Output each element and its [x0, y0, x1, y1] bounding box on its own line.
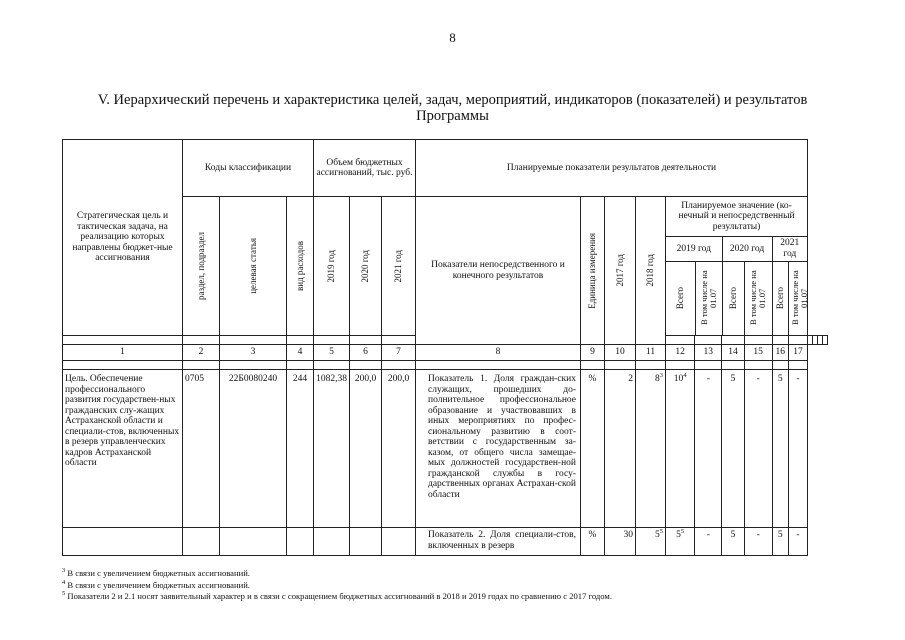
- c2019-total-value: 10: [673, 374, 684, 384]
- header-2020-total: [722, 261, 744, 335]
- col-num: 17: [788, 345, 807, 361]
- header-goal: Стратегическая цель и тактическая задача, на реализацию которых направлены бюджет-ные ассигнования: [63, 140, 183, 336]
- footnote-ref: 3: [659, 371, 663, 379]
- unit-cell: %: [581, 528, 605, 556]
- header-2020-incl-text: В том числе на 01.07: [748, 270, 768, 326]
- table-row: [63, 370, 828, 528]
- section-cell: 0705: [183, 370, 220, 528]
- header-codes: Коды классификации: [183, 140, 314, 197]
- expense-cell: 244: [287, 370, 314, 528]
- v2021-cell: [382, 528, 416, 556]
- col-num: 16: [772, 345, 788, 361]
- title-line-2: Программы: [416, 108, 489, 124]
- goal-cell: [63, 528, 183, 556]
- col-num: 9: [581, 345, 605, 361]
- c2017-cell: 2: [605, 370, 636, 528]
- header-expense-type-text: вид расходов: [294, 241, 305, 291]
- header-2020-text: 2020 год: [360, 249, 370, 283]
- c2019-total-value: 5: [676, 530, 681, 540]
- col-num: 5: [314, 345, 350, 361]
- c2017-cell: 30: [605, 528, 636, 556]
- header-2019-total-text: Всего: [674, 287, 685, 310]
- col-num: 10: [605, 345, 636, 361]
- program-table: [62, 139, 828, 556]
- header-2019-incl-text: В том числе на 01.07: [698, 270, 718, 326]
- title-line-1: V. Иерархический перечень и характеристика целей, задач, мероприятий, индикаторов (показателей) и результатов: [97, 92, 808, 108]
- header-2021-total-text: Всего: [774, 287, 785, 310]
- header-expense-type: [287, 197, 314, 336]
- header-row-1: [63, 140, 828, 197]
- header-2021-total: [772, 261, 788, 335]
- footnote-4: [62, 580, 612, 592]
- col-num: 4: [287, 345, 314, 361]
- col-num: 8: [416, 345, 581, 361]
- footnote-text: В связи с увеличением бюджетных ассигнований.: [65, 568, 250, 578]
- table-row: [63, 528, 828, 556]
- c2021-total-cell: 5: [772, 370, 788, 528]
- footnote-ref: 5: [680, 527, 685, 535]
- header-2019: [314, 197, 350, 336]
- c2021-incl-cell: -: [788, 370, 807, 528]
- header-2018: [636, 197, 666, 345]
- col-num: 11: [636, 345, 666, 361]
- c2018-cell: [636, 370, 666, 528]
- c2018-cell: [636, 528, 666, 556]
- header-unit-text: Единица измерения: [587, 232, 597, 309]
- c2019-total-cell: [666, 528, 695, 556]
- v2019-cell: [314, 528, 350, 556]
- col-num: 15: [744, 345, 772, 361]
- header-planned-results: Планируемые показатели результатов деятельности: [416, 140, 808, 197]
- indicator-cell: Показатель 2. Доля специали-стов, включенных в резерв: [416, 528, 581, 556]
- c2020-incl-cell: -: [744, 528, 772, 556]
- header-years-cell: [666, 237, 808, 336]
- col-num: 13: [695, 345, 722, 361]
- unit-cell: %: [581, 370, 605, 528]
- header-2021-incl-text: В том числе на 01.07: [789, 270, 809, 326]
- col-num: 2: [183, 345, 220, 361]
- header-plan-2021: 2021 год: [772, 237, 807, 261]
- c2019-incl-cell: -: [695, 370, 722, 528]
- col-num: 6: [350, 345, 382, 361]
- goal-cell: Цель. Обеспечение профессионального развития государствен-ных гражданских слу-жащих Астраханской области и специали-стов, включенных в резерв управленческих кадров Астраханской области: [63, 370, 183, 528]
- footnote-ref: 5: [659, 527, 663, 535]
- header-section-text: раздел, подраздел: [195, 231, 206, 301]
- section-title: [40, 92, 865, 124]
- footnote-3: [62, 568, 612, 580]
- col-num: 3: [220, 345, 287, 361]
- c2020-total-cell: 5: [722, 370, 744, 528]
- header-2020-incl: [744, 261, 772, 335]
- c2020-total-cell: 5: [722, 528, 744, 556]
- header-indicators: Показатели непосредственного и конечного результатов: [416, 197, 581, 345]
- header-plan-2020: 2020 год: [722, 237, 772, 261]
- header-2019-incl: [695, 261, 722, 335]
- header-2021-incl: [788, 261, 807, 335]
- header-planned-value: Планируемое значение (ко-нечный и непосредственный результаты): [666, 197, 808, 237]
- footnote-mark: 4: [62, 578, 66, 586]
- article-cell: [220, 528, 287, 556]
- section-cell: [183, 528, 220, 556]
- header-2021-text: 2021 год: [393, 249, 403, 283]
- footnote-ref: 4: [683, 371, 687, 379]
- c2021-total-cell: 5: [772, 528, 788, 556]
- header-2020: [350, 197, 382, 336]
- footnote-mark: 5: [62, 590, 66, 598]
- v2019-cell: 1082,38: [314, 370, 350, 528]
- header-2017: [605, 197, 636, 345]
- col-num: 14: [722, 345, 744, 361]
- header-2021: [382, 197, 416, 336]
- header-target-article: [220, 197, 287, 336]
- footnotes: [62, 568, 612, 603]
- col-num: 1: [63, 345, 183, 361]
- header-section: [183, 197, 220, 336]
- expense-cell: [287, 528, 314, 556]
- c2019-incl-cell: -: [695, 528, 722, 556]
- indicator-cell: Показатель 1. Доля граждан-ских служащих, прошедших до-полнительное профессиональное образование и участвовавших в иных мероприятиях по профес-сиональному развитию в соот-ветствии с государственным за-казом, от общего числа замещае-мых должностей государствен-ной гражданской службы в госу-дарственных органах Астрахан-ской области: [416, 370, 581, 528]
- header-2019-total: [666, 261, 695, 335]
- header-2019-text: 2019 год: [326, 249, 336, 283]
- page-number: 8: [449, 30, 456, 45]
- v2021-cell: 200,0: [382, 370, 416, 528]
- footnote-text: В связи с увеличением бюджетных ассигнований.: [65, 579, 250, 590]
- header-2020-total-text: Всего: [727, 287, 738, 310]
- spacer-row: [63, 361, 828, 370]
- footnote-5: [62, 591, 612, 603]
- c2021-incl-cell: -: [788, 528, 807, 556]
- c2020-incl-cell: -: [744, 370, 772, 528]
- col-num: 7: [382, 345, 416, 361]
- c2018-value: 5: [655, 530, 660, 540]
- footnote-mark: 3: [62, 567, 66, 575]
- footnote-text: Показатели 2 и 2.1 носят заявительный характер и в связи с сокращением бюджетных ассигнований в 2018 и 2019 годах по сравнению с 2017 годом.: [65, 591, 613, 601]
- c2018-value: 8: [655, 374, 660, 384]
- v2020-cell: 200,0: [350, 370, 382, 528]
- column-number-row: [63, 345, 828, 361]
- c2019-total-cell: [666, 370, 695, 528]
- header-2017-text: 2017 год: [614, 254, 625, 287]
- col-num: 12: [666, 345, 695, 361]
- v2020-cell: [350, 528, 382, 556]
- article-cell: 22Б0080240: [220, 370, 287, 528]
- header-unit: [581, 197, 605, 345]
- header-budget-volume: Объем бюджетных ассигнований, тыс. руб.: [314, 140, 416, 197]
- header-plan-2019: 2019 год: [666, 237, 722, 261]
- header-target-article-text: целевая статья: [247, 238, 258, 294]
- header-2018-text: 2018 год: [645, 254, 655, 287]
- header-years-subtable: [666, 237, 807, 335]
